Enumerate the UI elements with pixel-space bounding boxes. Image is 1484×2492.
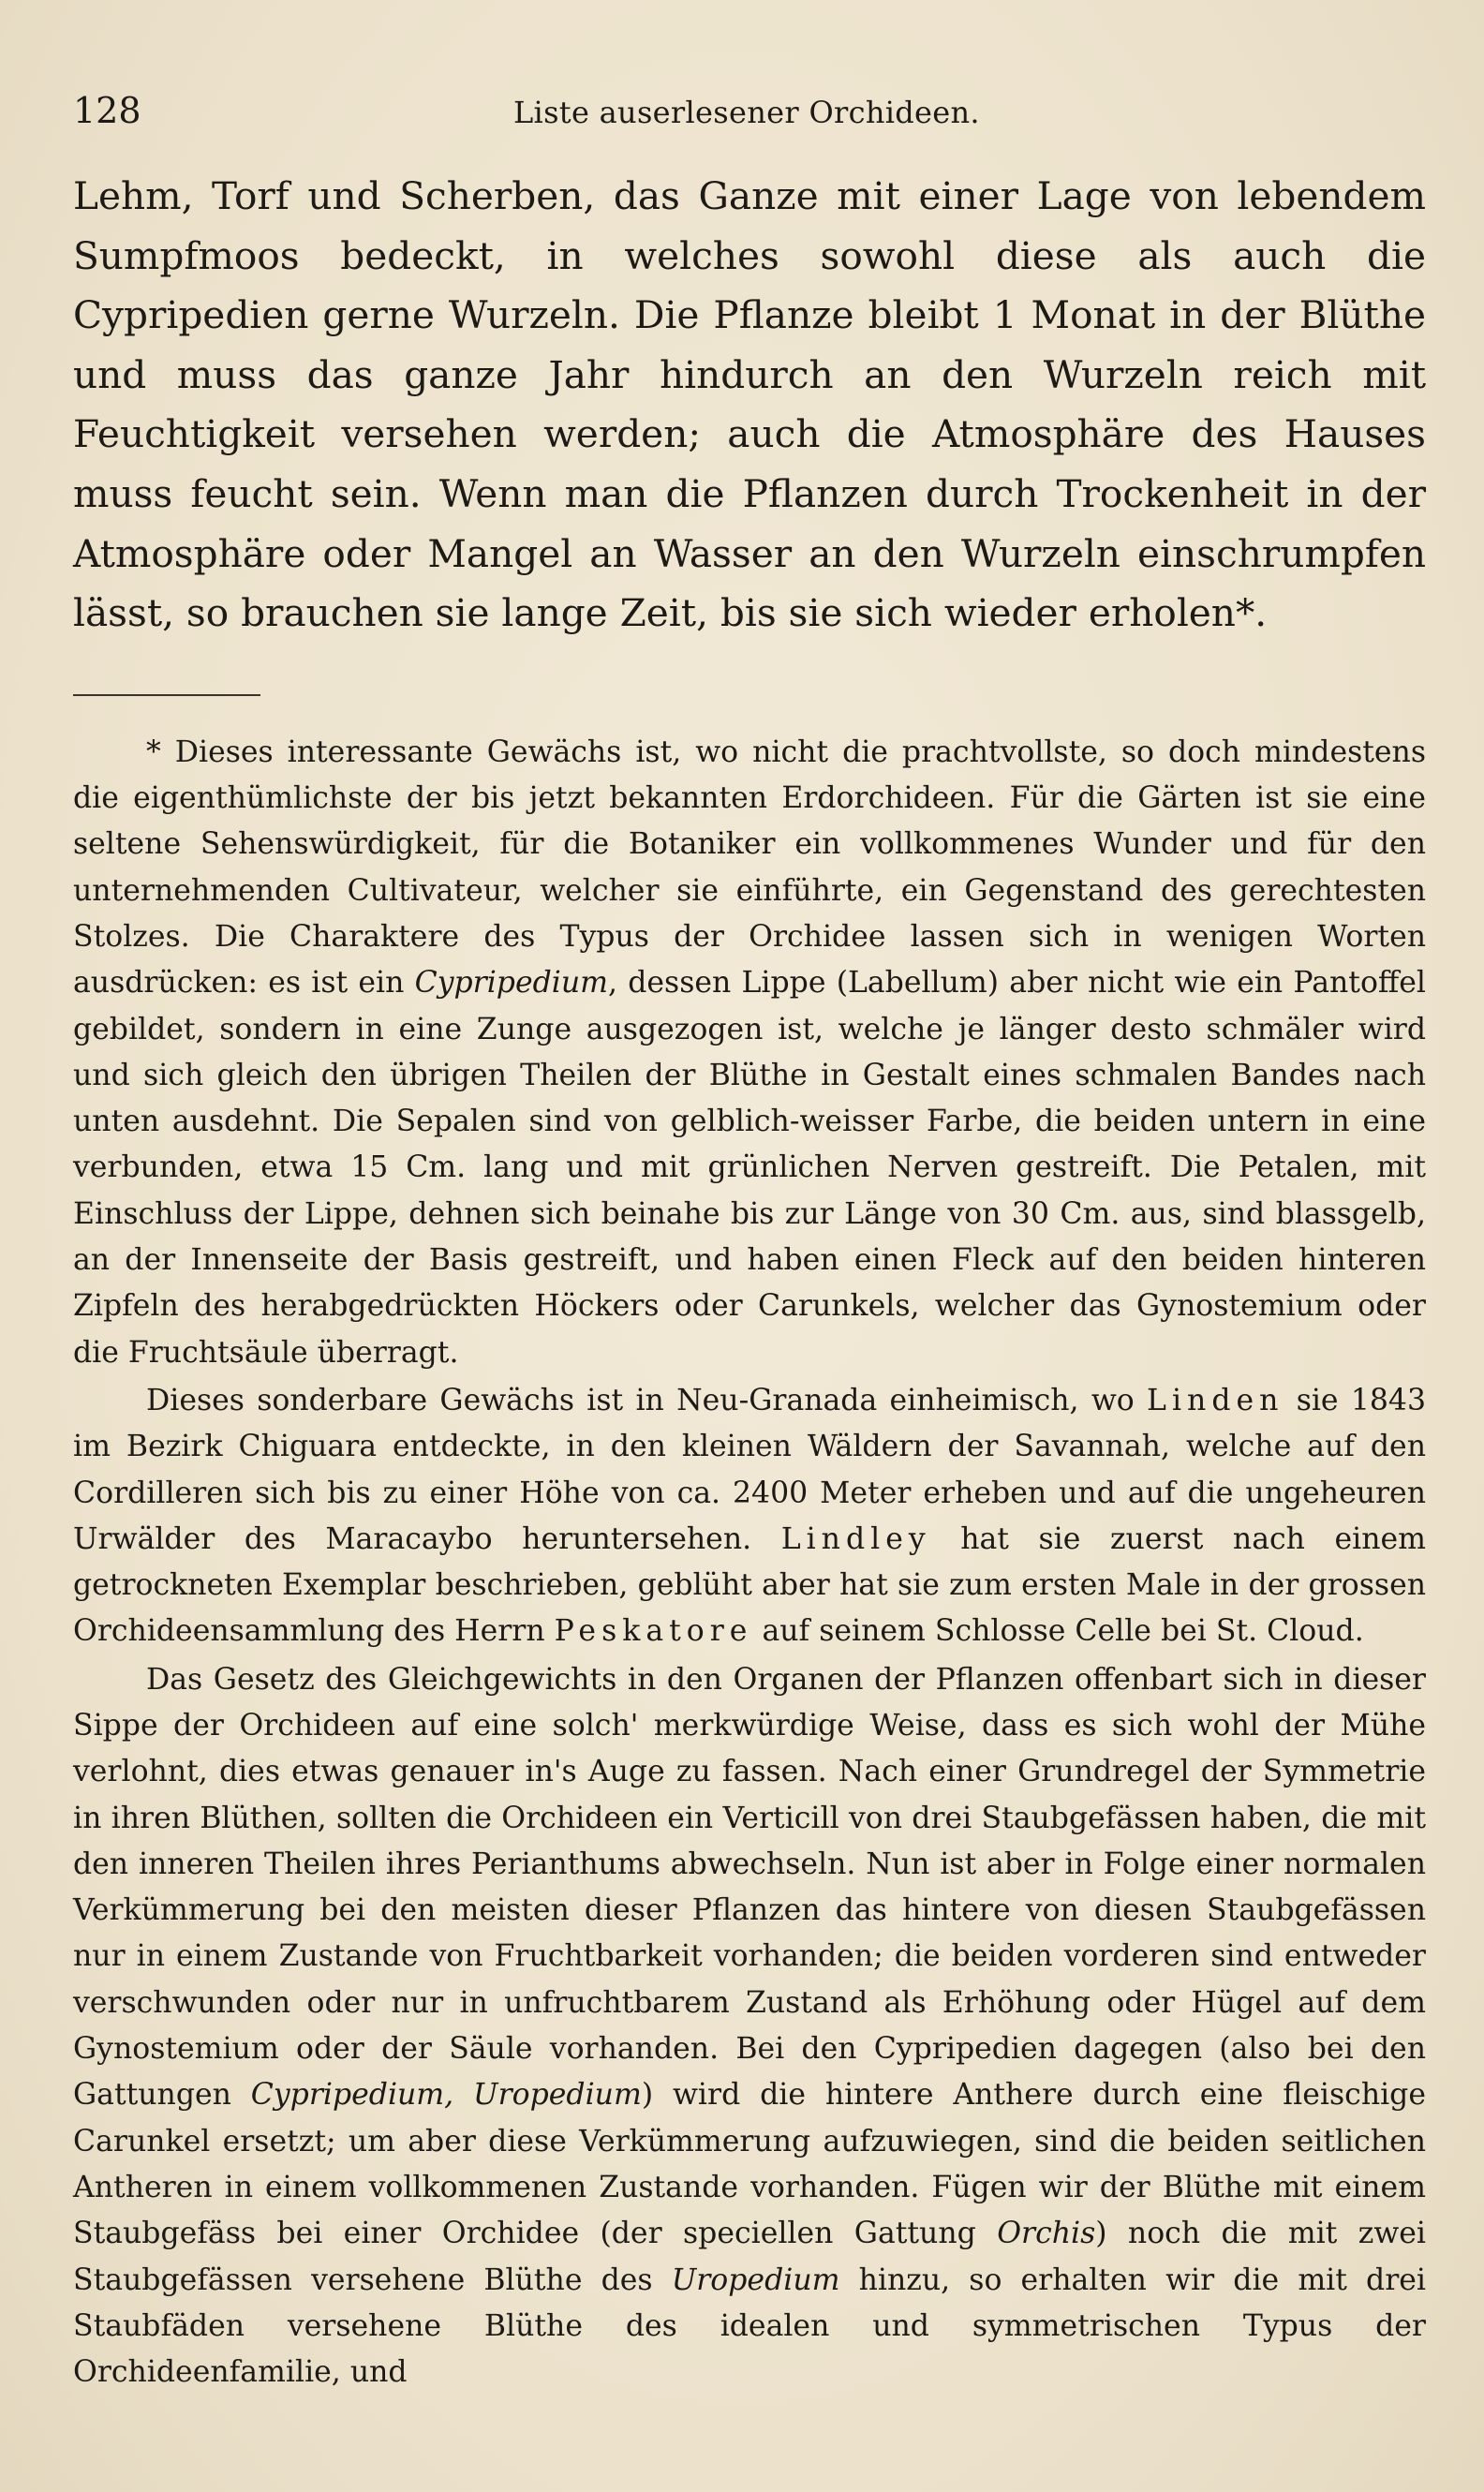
text-run: ) wird die hintere Anthere durch eine fleischige Carunkel ersetzt; um aber diese Verkümmerung aufzuwiegen, sind die beiden seitlichen Antheren in einem vollkommenen Zustande vorhanden. Fügen wir der Blüthe mit einem Staubgefäss bei einer Orchidee (der speciellen Gattung (73, 2078, 1426, 2251)
page-number: 128 (73, 90, 141, 131)
genus-name: Orchis (997, 2217, 1096, 2251)
genus-name: Cypripedium (414, 966, 608, 1001)
page-header (73, 90, 1426, 139)
text-run: , dessen Lippe (Labellum) aber nicht wie ein Pantoffel gebildet, sondern in eine Zunge ausgezogen ist, welche je länger desto schmäler wird und sich gleich den übrigen Theilen der Blüthe in Gestalt eines schmalen Bandes nach unten ausdehnt. Die Sepalen sind von gelblich-weisser Farbe, die beiden untern in eine verbunden, etwa 15 Cm. lang und mit grünlichen Nerven gestreift. Die Petalen, mit Einschluss der Lippe, dehnen sich beinahe bis zur Länge von 30 Cm. aus, sind blassgelb, an der Innenseite der Basis gestreift, und haben einen Fleck auf den beiden hinteren Zipfeln des herabgedrückten Höckers oder Carunkels, welcher das Gynostemium oder die Fruchtsäule überragt. (73, 966, 1426, 1370)
genus-name: Uropedium (671, 2262, 840, 2297)
footnote-paragraph (73, 1657, 1426, 2396)
text-run: * Dieses interessante Gewächs ist, wo nicht die prachtvollste, so doch mindestens die eigenthümlichste der bis jetzt bekannten Erdorchideen. Für die Gärten ist sie eine seltene Sehenswürdigkeit, für die Botaniker ein vollkommenes Wunder und für den unternehmenden Cultivateur, welcher sie einführte, ein Gegenstand des gerechtesten Stolzes. Die Charaktere des Typus der Orchidee lassen sich in wenigen Worten ausdrücken: es ist ein (73, 734, 1426, 1001)
person-name: Lindley (780, 1521, 931, 1556)
text-run: hinzu, so erhalten wir die mit drei Staubfäden versehene Blüthe des idealen und symmetrischen Typus der Orchideenfamilie, und (73, 2262, 1426, 2390)
running-title: Liste auserlesener Orchideen. (513, 95, 980, 130)
person-name: Linden (1147, 1383, 1284, 1417)
footnote-paragraph (73, 730, 1426, 1376)
text-run: auf seinem Schlosse Celle bei St. Cloud. (752, 1614, 1364, 1649)
genus-name: Cypripedium, Uropedium (250, 2078, 642, 2113)
footnotes (73, 730, 1426, 2396)
text-run: Dieses sonderbare Gewächs ist in Neu-Granada einheimisch, wo (146, 1383, 1148, 1417)
text-run: Das Gesetz des Gleichgewichts in den Organen der Pflanzen offenbart sich in dieser Sippe der Orchideen auf eine solch' merkwürdige Weise, dass es sich wohl der Mühe verlohnt, dies etwas genauer in's Auge zu fassen. Nach einer Grundregel der Symmetrie in ihren Blüthen, sollten die Orchideen ein Verticill von drei Staubgefässen haben, die mit den inneren Theilen ihres Perianthums abwechseln. Nun ist aber in Folge einer normalen Verkümmerung bei den meisten dieser Pflanzen das hintere von diesen Staubgefässen nur in einem Zustande von Fruchtbarkeit vorhanden; die beiden vorderen sind entweder verschwunden oder nur in unfruchtbarem Zustand als Erhöhung oder Hügel auf dem Gynostemium oder der Säule vorhanden. Bei den Cypripedien dagegen (also bei den Gattungen (73, 1662, 1426, 2113)
text-run: hat sie zuerst nach einem getrockneten Exemplar beschrieben, geblüht aber hat sie zum ersten Male in der grossen Orchideensammlung des Herrn (73, 1521, 1426, 1649)
main-paragraph: Lehm, Torf und Scherben, das Ganze mit einer Lage von lebendem Sumpfmoos bedeckt, in welches sowohl diese als auch die Cypripedien gerne Wurzeln. Die Pflanze bleibt 1 Monat in der Blüthe und muss das ganze Jahr hindurch an den Wurzeln reich mit Feuchtigkeit versehen werden; auch die Atmosphäre des Hauses muss feucht sein. Wenn man die Pflanzen durch Trockenheit in der Atmosphäre oder Mangel an Wasser an den Wurzeln einschrumpfen lässt, so brauchen sie lange Zeit, bis sie sich wieder erholen*. (73, 173, 1426, 636)
text-run: ) noch die mit zwei Staubgefässen versehene Blüthe des (73, 2217, 1426, 2297)
main-text (73, 167, 1426, 644)
person-name: Peskatore (554, 1614, 753, 1649)
footnote-rule (73, 694, 260, 696)
footnote-paragraph (73, 1378, 1426, 1655)
text-run: sie 1843 im Bezirk Chiguara entdeckte, in den kleinen Wäldern der Savannah, welche auf den Cordilleren sich bis zu einer Höhe von ca. 2400 Meter erheben und auf die ungeheuren Urwälder des Maracaybo heruntersehen. (73, 1383, 1427, 1556)
